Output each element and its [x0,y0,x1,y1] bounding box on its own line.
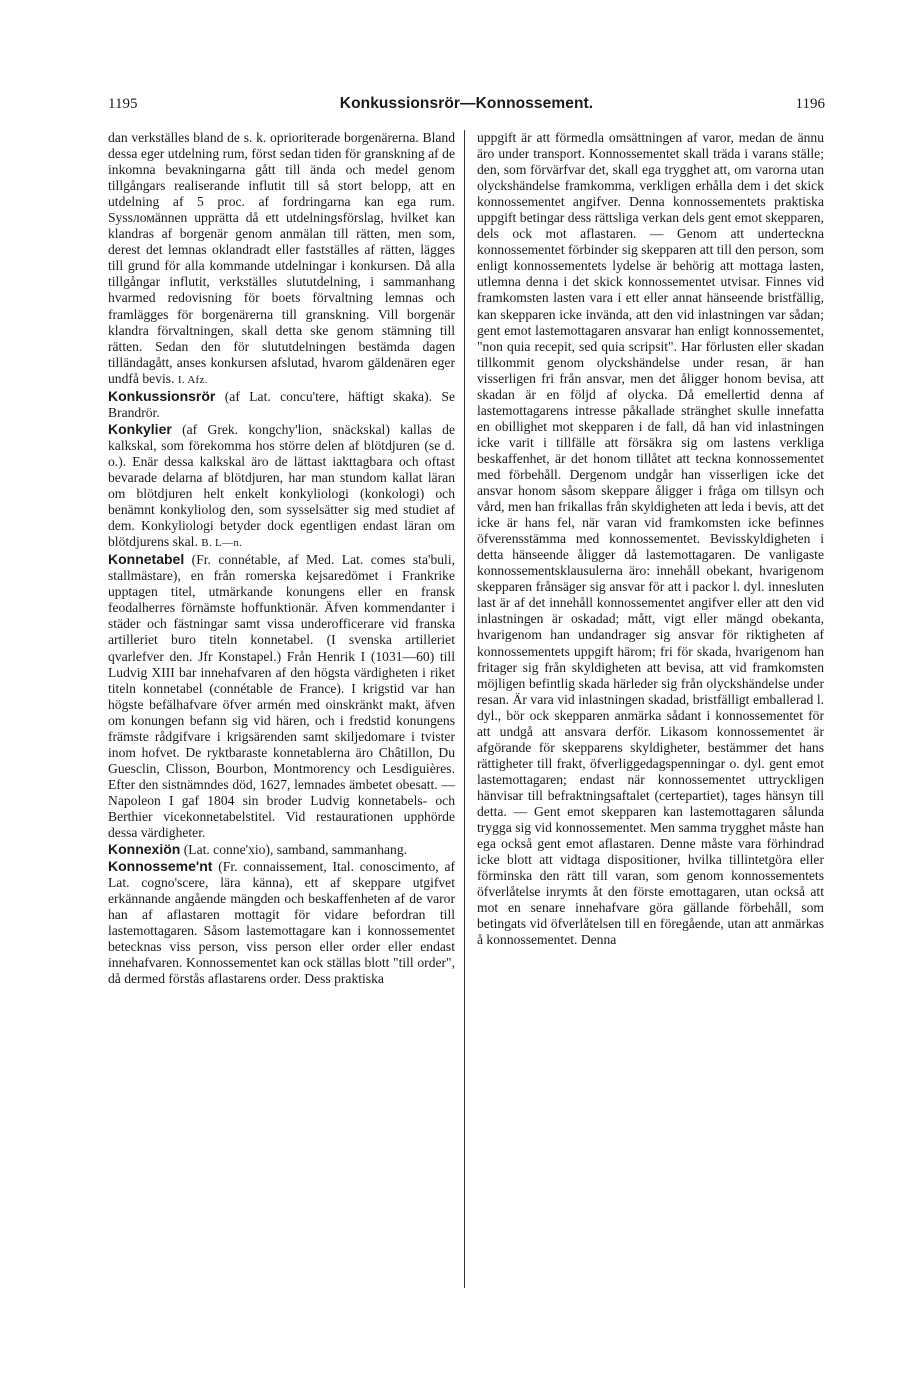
body-text: (Fr. connétable, af Med. Lat. comes sta'buli, stallmästare), en från romerska kejsaredömet i Frankrike upptagen titel, utmärkande konungens eller en fransk feodalherres förnämste hoffunktionär. Äfven kommendanter i städer och fästningar samt vissa underofficerare vid franska artilleriet buro titeln konnetabel. (I svenska artilleriet qvarlefver den. Jfr Konstapel.) Från Henrik I (1031—60) till Ludvig XIII bar innehafvaren af den högsta värdigheten i riket titeln konnetabel (connétable de France). I krigstid var han högste befälhafvare öfver armén med oinskränkt makt, äfven om konungen befann sig vid hären, och i fredstid konungens främste rådgifvare i krigsärenden samt skiljedomare i tvister inom hofvet. De ryktbaraste konnetablerna äro Châtillon, Du Guesclin, Clisson, Bourbon, Montmorency och Lesdiguières. Efter den sistnämndes död, 1627, lemnades ämbetet obesatt. — Napoleon I gaf 1804 sin broder Ludvig konnetabels- och Berthier vicekonnetabelstitel. Vid restaurationen upphörde dessa värdigheter. [108,552,455,841]
headword: Konkussionsrör [108,387,216,404]
headword: Konnexiön [108,841,181,858]
body-text: (af Lat. concu'tere, häftigt skaka). Se Brandrör. [108,388,455,420]
entry-konkylier [108,421,455,551]
body-text: (Lat. conne'xio), samband, sammanhang. [180,842,408,858]
body-text: (Fr. connaissement, Ital. conoscimento, af Lat. cogno'scere, lära känna), ett af skeppare utgifvet erkännande angående mängden och beskaffenheten af de varor han af aflastaren mottagit för vidare befordran till lastemottagaren. Såsom lastemottagare kan i konnossementet betecknas viss person, viss person eller order eller endast innehafvaren. Konnossementet kan ock ställas blott "till order", då dermed förstås aflastarens order. Dess praktiska [108,859,455,987]
page-number-right: 1196 [795,96,825,112]
entry-konkussionsror [108,388,455,421]
entry-konnexion [108,841,455,858]
entry-konnossement [108,858,455,987]
signature: B. L—n. [201,537,243,550]
headword: Konkylier [108,420,172,437]
headword: Konnosseme'nt [108,858,213,875]
headword: Konnetabel [108,551,185,568]
signature: I. Afz. [177,373,208,386]
right-column [477,130,824,948]
entry-konkurs-continued [108,130,455,388]
page-number-left: 1195 [108,96,138,112]
running-title: Konkussionsrör—Konnossement. [339,95,594,112]
body-text: (af Grek. kongchy'lion, snäckskal) kallas de kalkskal, som förekomma hos större delen af blötdjuren (se d. o.). Enär dessa kalkskal äro de lättast iakttagbara och oftast bevarade delarna af blötdjuren, har man stundom kallat läran om blötdjuren helt enkelt konkyliologi (konkologi) och benämnt konkyliolog den, som sysselsätter sig med studiet af dem. Konkyliologi betyder dock egentligen endast läran om blötdjurens skal. [108,421,455,550]
body-text: uppgift är att förmedla omsättningen af varor, medan de ännu äro under transport. Konnossementet skall träda i varans ställe; den, som förvärfvar det, skall ega trygghet att, om varorna utan olyckshändelse framkomma, verkligen erhålla dem i det skick konnossementet angifver. Denna konnossementets praktiska uppgift betingar dess rättsliga verkan dels gent emot skepparen, dels ock mot aflastaren. — Genom att underteckna konnossementet förbinder sig skepparen att till den person, som enligt konnossementets lydelse är behörig att mottaga lasten, utlemna denna i det skick konnossementet utvisar. Finnes vid framkomsten lasten vara i ett eller annat hänseende bristfällig, kan skepparen icke invända, att den vid inlastningen var sådan; gent emot lastemottagaren ansvarar han enligt konnossementet, "non quia recepit, sed quia scripsit". Har förlusten eller skadan tillkommit genom olyckshändelse under resan, är han visserligen fri från ansvar, men det åligger honom bevisa, att skadan är en följd af olycka. Då emellertid denna af lastemottagarens intresse påkallade stränghet skulle innefatta en obillighet mot skepparen i de fall, då han vid inlastningen icke varit i tillfälle att försäkra sig om lastens verkliga beskaffenhet, är det honom tillåtet att teckna konnossementet med förbehåll. Dergenom undgår han visserligen icke det ansvar honom såsom skeppare åligger i fråga om tillsyn och vård, men han frikallas från skyldigheten att leda i bevis, att det icke är hans fel, när varan vid framkomsten icke befinnes öfverensstämma med konnossementet. Bevisskyldigheten i detta hänseende åligger då lastemottagaren. De vanligaste konnossementsklausulerna äro: innehåll obekant, hvarigenom skepparen frånsäger sig ansvar för att i packor l. dyl. innesluten last är af det innehåll konnossementet angifver eller att den vid inlastningen är oskadad; mått, vigt eller mängd obekanta, hvarigenom han undandrager sig ansvar för riktigheten af konnossementets uppgift härom; fri för skada, hvarigenom han fritager sig från skyldigheten att bevisa, att vid framkomsten möjligen befintlig skada härleder sig från olyckshändelse under resan. Är vara vid inlastningen skadad, bristfälligt emballerad l. dyl., bör ock skepparen anmärka sådant i konnossementet för att undgå att ansvara derför. Likasom konnossementet är afgörande för skepparens skyldigheter, bestämmer det hans rättigheter till frakt, öfverliggedagspenningar o. dyl. gent emot lastemottagaren; endast när konnossementet uttryckligen hänvisar till befraktningsaftalet (certepartiet), tages hänsyn till detta. — Gent emot skepparen kan lastemottagaren sålunda trygga sig vid konnossementet. Men samma trygghet måste han ega också gent emot aflastaren. Denne måste vara förhindrad icke blott att vidtaga dispositioner, hvilka tillintetgöra eller förminska den rätt till varan, som genom konnossementets öfverlåtelse inrymts åt den förste emottagaren, utan också att mot en senare innehafvare göra gällande förbehåll, som betingats vid öfverlåtelsen till en föregående, utan att anmärkas å konnossementet. Denna [477,130,824,948]
page-header [108,96,825,116]
left-column [108,130,455,987]
column-divider [464,130,465,1288]
entry-konnossement-continued [477,130,824,948]
entry-konnetabel [108,551,455,841]
body-text: dan verkställes bland de s. k. oprioriterade borgenärerna. Bland dessa eger utdelning rum, först sedan tiden för granskning af de inkomna bevakningarna gått till ända och medel genom tillgångars realiserande influtit till så stort belopp, att en utdelning af 5 proc. af fordringarna kan ega rum. Syssломännen upprätta då ett utdelningsförslag, hvilket kan klandras af borgenär genom anmälan till rätten, men som, derest det lemnas oklandradt eller fastställes af rätten, lägges till grund för alla kommande utdelningar i konkursen. Då alla tillgångar influtit, verkställes slututdelning, i sammanhang hvarmed redovisning för boets förvaltning lemnas och framlägges för borgenärerna till granskning. Vill borgenär klandra förvaltningen, skall detta ske genom stämning till rätten. Sedan den för slututdelningen bestämda dagen tilländagått, anses konkursen afslutad, hvarom gäldenären eger undfå bevis. [108,130,455,386]
